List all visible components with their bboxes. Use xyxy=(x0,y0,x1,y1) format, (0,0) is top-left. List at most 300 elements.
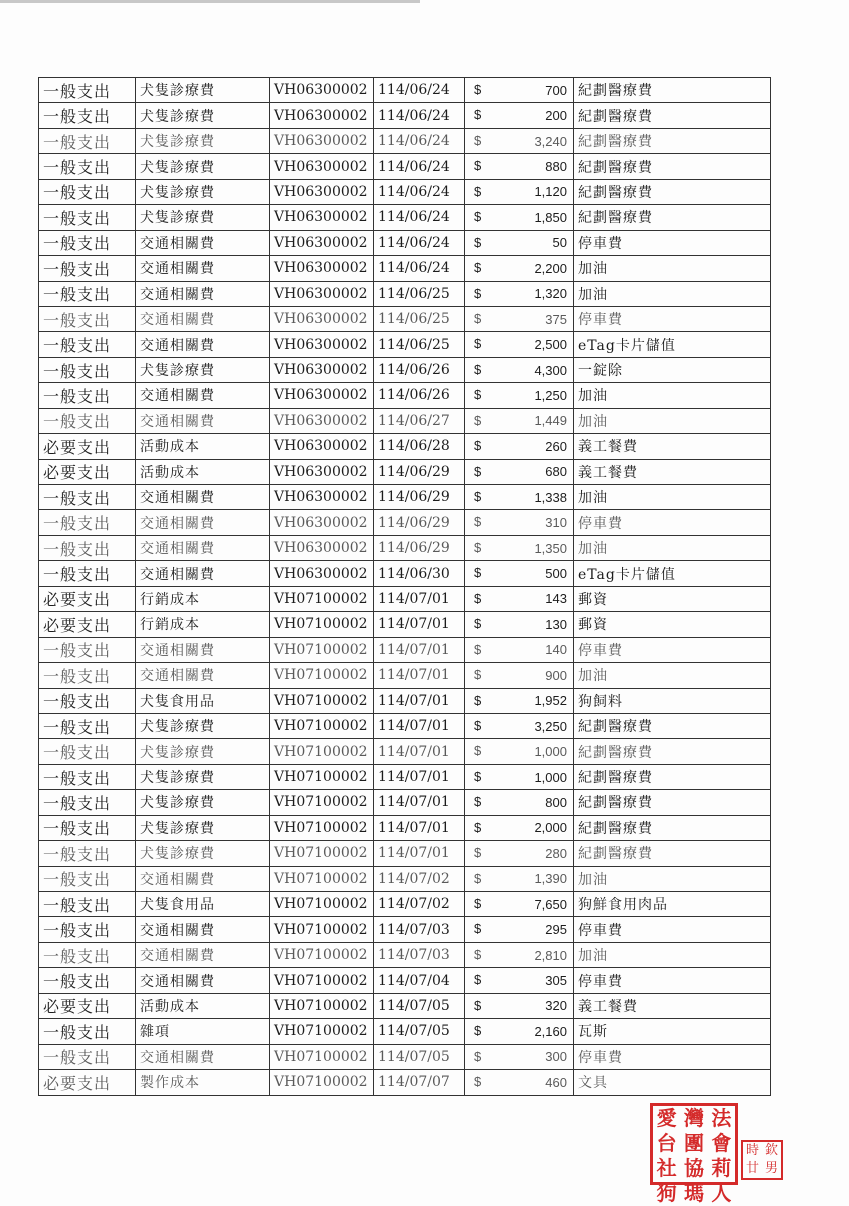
seal-character: 狗 xyxy=(656,1181,677,1205)
voucher-code-cell: VH06300002 xyxy=(270,561,374,586)
amount-cell xyxy=(465,663,574,688)
table-row xyxy=(39,1070,771,1095)
date-cell: 114/06/26 xyxy=(374,383,465,408)
table-row xyxy=(39,510,771,535)
currency-sign: $ xyxy=(474,158,482,174)
amount-cell xyxy=(465,892,574,917)
amount-cell xyxy=(465,815,574,840)
currency-sign: $ xyxy=(474,463,482,479)
expense-type-cell: 一般支出 xyxy=(39,764,136,789)
amount-cell xyxy=(465,688,574,713)
amount-value: 2,160 xyxy=(534,1023,567,1039)
currency-sign: $ xyxy=(474,489,482,504)
currency-sign: $ xyxy=(474,412,482,428)
expense-type-cell: 一般支出 xyxy=(39,383,136,408)
seal-character: 灣 xyxy=(683,1106,704,1130)
table-row xyxy=(39,815,771,840)
voucher-code-cell: VH06300002 xyxy=(270,103,374,128)
scan-edge-line xyxy=(0,0,420,3)
amount-value: 1,338 xyxy=(534,489,567,505)
expense-type-cell: 必要支出 xyxy=(39,459,136,484)
date-cell: 114/07/03 xyxy=(374,917,465,942)
note-cell: 一錠除 xyxy=(574,357,771,382)
note-cell: 紀劃醫療費 xyxy=(574,78,771,103)
category-cell: 活動成本 xyxy=(136,993,270,1018)
amount-value: 295 xyxy=(545,922,567,938)
category-cell: 交通相關費 xyxy=(136,281,270,306)
voucher-code-cell: VH06300002 xyxy=(270,179,374,204)
note-cell: 紀劃醫療費 xyxy=(574,179,771,204)
table-row xyxy=(39,408,771,433)
date-cell: 114/06/24 xyxy=(374,128,465,153)
amount-cell xyxy=(465,841,574,866)
seal-character: 欽 xyxy=(764,1143,778,1158)
note-cell: 紀劃醫療費 xyxy=(574,815,771,840)
seal-character: 團 xyxy=(683,1131,704,1155)
voucher-code-cell: VH07100002 xyxy=(270,713,374,738)
seal-character: 廿 xyxy=(745,1161,759,1176)
category-cell: 犬隻診療費 xyxy=(136,790,270,815)
date-cell: 114/07/03 xyxy=(374,942,465,967)
amount-cell xyxy=(465,179,574,204)
table-row xyxy=(39,841,771,866)
category-cell: 交通相關費 xyxy=(136,306,270,331)
currency-sign: $ xyxy=(474,743,482,759)
expense-type-cell: 一般支出 xyxy=(39,306,136,331)
table-row xyxy=(39,586,771,611)
date-cell: 114/07/04 xyxy=(374,968,465,993)
voucher-code-cell: VH06300002 xyxy=(270,485,374,510)
voucher-code-cell: VH06300002 xyxy=(270,535,374,560)
amount-cell xyxy=(465,78,574,103)
voucher-code-cell: VH06300002 xyxy=(270,281,374,306)
expense-type-cell: 一般支出 xyxy=(39,281,136,306)
table-row xyxy=(39,357,771,382)
amount-cell xyxy=(465,1070,574,1095)
amount-value: 500 xyxy=(545,566,567,582)
currency-sign: $ xyxy=(474,667,482,683)
currency-sign: $ xyxy=(474,768,482,784)
currency-sign: $ xyxy=(474,260,482,276)
note-cell: 停車費 xyxy=(574,917,771,942)
category-cell: 犬隻診療費 xyxy=(136,103,270,128)
note-cell: 加油 xyxy=(574,663,771,688)
table-row xyxy=(39,739,771,764)
table-row xyxy=(39,306,771,331)
date-cell: 114/07/01 xyxy=(374,586,465,611)
category-cell: 交通相關費 xyxy=(136,383,270,408)
amount-cell xyxy=(465,612,574,637)
amount-cell xyxy=(465,917,574,942)
voucher-code-cell: VH06300002 xyxy=(270,408,374,433)
expense-type-cell: 一般支出 xyxy=(39,942,136,967)
currency-sign: $ xyxy=(474,361,482,377)
date-cell: 114/07/02 xyxy=(374,892,465,917)
voucher-code-cell: VH07100002 xyxy=(270,663,374,688)
expense-type-cell: 一般支出 xyxy=(39,688,136,713)
category-cell: 交通相關費 xyxy=(136,561,270,586)
voucher-code-cell: VH07100002 xyxy=(270,586,374,611)
table-row xyxy=(39,332,771,357)
date-cell: 114/07/01 xyxy=(374,663,465,688)
expense-type-cell: 必要支出 xyxy=(39,434,136,459)
seal-character: 台 xyxy=(656,1131,677,1155)
amount-value: 50 xyxy=(552,235,567,251)
expense-type-cell: 一般支出 xyxy=(39,917,136,942)
category-cell: 交通相關費 xyxy=(136,637,270,662)
amount-value: 7,650 xyxy=(534,896,567,912)
expense-type-cell: 一般支出 xyxy=(39,510,136,535)
amount-value: 280 xyxy=(545,845,567,861)
voucher-code-cell: VH07100002 xyxy=(270,1044,374,1069)
category-cell: 交通相關費 xyxy=(136,866,270,891)
category-cell: 犬隻診療費 xyxy=(136,713,270,738)
expense-type-cell: 一般支出 xyxy=(39,485,136,510)
amount-cell xyxy=(465,1019,574,1044)
amount-value: 2,000 xyxy=(534,820,567,836)
date-cell: 114/06/24 xyxy=(374,205,465,230)
amount-value: 1,952 xyxy=(534,693,567,709)
expense-type-cell: 必要支出 xyxy=(39,993,136,1018)
voucher-code-cell: VH07100002 xyxy=(270,841,374,866)
date-cell: 114/06/25 xyxy=(374,306,465,331)
note-cell: 紀劃醫療費 xyxy=(574,739,771,764)
category-cell: 交通相關費 xyxy=(136,408,270,433)
note-cell: 紀劃醫療費 xyxy=(574,841,771,866)
date-cell: 114/06/25 xyxy=(374,332,465,357)
voucher-code-cell: VH06300002 xyxy=(270,154,374,179)
date-cell: 114/07/01 xyxy=(374,688,465,713)
amount-cell xyxy=(465,256,574,281)
category-cell: 犬隻診療費 xyxy=(136,154,270,179)
note-cell: 加油 xyxy=(574,408,771,433)
note-cell: 郵資 xyxy=(574,612,771,637)
table-row xyxy=(39,205,771,230)
amount-cell xyxy=(465,713,574,738)
date-cell: 114/07/02 xyxy=(374,866,465,891)
note-cell: 瓦斯 xyxy=(574,1019,771,1044)
table-row xyxy=(39,78,771,103)
amount-value: 900 xyxy=(545,667,567,683)
amount-cell xyxy=(465,459,574,484)
expense-type-cell: 必要支出 xyxy=(39,1070,136,1095)
voucher-code-cell: VH06300002 xyxy=(270,510,374,535)
date-cell: 114/06/29 xyxy=(374,485,465,510)
voucher-code-cell: VH07100002 xyxy=(270,917,374,942)
category-cell: 交通相關費 xyxy=(136,663,270,688)
currency-sign: $ xyxy=(474,565,482,581)
amount-value: 320 xyxy=(545,998,567,1014)
date-cell: 114/07/05 xyxy=(374,1044,465,1069)
category-cell: 活動成本 xyxy=(136,459,270,484)
expense-type-cell: 一般支出 xyxy=(39,739,136,764)
date-cell: 114/07/01 xyxy=(374,815,465,840)
category-cell: 犬隻診療費 xyxy=(136,205,270,230)
amount-cell xyxy=(465,586,574,611)
amount-cell xyxy=(465,205,574,230)
amount-value: 300 xyxy=(545,1049,567,1065)
category-cell: 行銷成本 xyxy=(136,612,270,637)
expense-type-cell: 一般支出 xyxy=(39,1019,136,1044)
voucher-code-cell: VH06300002 xyxy=(270,357,374,382)
amount-value: 3,250 xyxy=(534,718,567,734)
amount-value: 1,000 xyxy=(534,769,567,785)
date-cell: 114/06/24 xyxy=(374,154,465,179)
amount-value: 2,500 xyxy=(534,337,567,353)
currency-sign: $ xyxy=(474,819,482,835)
note-cell: 郵資 xyxy=(574,586,771,611)
date-cell: 114/06/28 xyxy=(374,434,465,459)
date-cell: 114/07/01 xyxy=(374,764,465,789)
amount-cell xyxy=(465,103,574,128)
voucher-code-cell: VH07100002 xyxy=(270,688,374,713)
expense-type-cell: 一般支出 xyxy=(39,1044,136,1069)
note-cell: 加油 xyxy=(574,256,771,281)
amount-value: 140 xyxy=(545,642,567,658)
date-cell: 114/06/27 xyxy=(374,408,465,433)
date-cell: 114/06/29 xyxy=(374,459,465,484)
note-cell: 加油 xyxy=(574,281,771,306)
table-row xyxy=(39,892,771,917)
amount-cell xyxy=(465,408,574,433)
table-row xyxy=(39,993,771,1018)
currency-sign: $ xyxy=(474,387,482,403)
table-row xyxy=(39,535,771,560)
category-cell: 交通相關費 xyxy=(136,230,270,255)
currency-sign: $ xyxy=(474,336,482,352)
seal-character: 協 xyxy=(683,1156,704,1180)
seal-character: 瑪 xyxy=(683,1181,704,1205)
expense-type-cell: 一般支出 xyxy=(39,637,136,662)
table-row xyxy=(39,790,771,815)
amount-value: 143 xyxy=(545,591,567,607)
note-cell: 義工餐費 xyxy=(574,434,771,459)
voucher-code-cell: VH07100002 xyxy=(270,764,374,789)
voucher-code-cell: VH07100002 xyxy=(270,1019,374,1044)
expense-type-cell: 一般支出 xyxy=(39,841,136,866)
currency-sign: $ xyxy=(474,438,482,454)
note-cell: 加油 xyxy=(574,866,771,891)
seal-character: 會 xyxy=(711,1131,732,1155)
amount-cell xyxy=(465,968,574,993)
amount-cell xyxy=(465,383,574,408)
currency-sign: $ xyxy=(474,692,482,708)
amount-value: 1,320 xyxy=(534,286,567,302)
amount-value: 1,000 xyxy=(534,744,567,760)
amount-value: 310 xyxy=(545,515,567,531)
voucher-code-cell: VH07100002 xyxy=(270,612,374,637)
expense-type-cell: 必要支出 xyxy=(39,586,136,611)
category-cell: 活動成本 xyxy=(136,434,270,459)
table-row xyxy=(39,434,771,459)
expense-type-cell: 一般支出 xyxy=(39,892,136,917)
voucher-code-cell: VH06300002 xyxy=(270,459,374,484)
voucher-code-cell: VH07100002 xyxy=(270,968,374,993)
table-row xyxy=(39,256,771,281)
table-row xyxy=(39,154,771,179)
amount-cell xyxy=(465,942,574,967)
table-row xyxy=(39,942,771,967)
amount-value: 4,300 xyxy=(534,362,567,378)
expense-ledger-table xyxy=(38,77,771,1096)
amount-value: 1,390 xyxy=(534,871,567,887)
expense-type-cell: 一般支出 xyxy=(39,154,136,179)
voucher-code-cell: VH07100002 xyxy=(270,739,374,764)
date-cell: 114/06/24 xyxy=(374,179,465,204)
amount-value: 375 xyxy=(545,311,567,327)
note-cell: 加油 xyxy=(574,485,771,510)
date-cell: 114/06/29 xyxy=(374,510,465,535)
table-row xyxy=(39,561,771,586)
category-cell: 交通相關費 xyxy=(136,968,270,993)
currency-sign: $ xyxy=(474,946,482,962)
expense-type-cell: 一般支出 xyxy=(39,561,136,586)
currency-sign: $ xyxy=(474,997,482,1013)
seal-character: 時 xyxy=(745,1143,759,1158)
voucher-code-cell: VH06300002 xyxy=(270,256,374,281)
table-row xyxy=(39,764,771,789)
expense-type-cell: 一般支出 xyxy=(39,205,136,230)
amount-cell xyxy=(465,357,574,382)
amount-value: 460 xyxy=(545,1074,567,1090)
date-cell: 114/07/01 xyxy=(374,790,465,815)
table-row xyxy=(39,637,771,662)
currency-sign: $ xyxy=(474,310,482,326)
note-cell: 紀劃醫療費 xyxy=(574,154,771,179)
currency-sign: $ xyxy=(474,616,482,632)
note-cell: 加油 xyxy=(574,535,771,560)
note-cell: 停車費 xyxy=(574,1044,771,1069)
date-cell: 114/07/01 xyxy=(374,637,465,662)
expense-type-cell: 一般支出 xyxy=(39,256,136,281)
date-cell: 114/06/24 xyxy=(374,103,465,128)
amount-cell xyxy=(465,1044,574,1069)
category-cell: 交通相關費 xyxy=(136,1044,270,1069)
expense-type-cell: 一般支出 xyxy=(39,230,136,255)
voucher-code-cell: VH07100002 xyxy=(270,790,374,815)
amount-value: 3,240 xyxy=(534,133,567,149)
note-cell: 停車費 xyxy=(574,510,771,535)
seal-character: 莉 xyxy=(711,1156,732,1180)
expense-type-cell: 一般支出 xyxy=(39,408,136,433)
note-cell: 義工餐費 xyxy=(574,993,771,1018)
amount-cell xyxy=(465,790,574,815)
amount-cell xyxy=(465,510,574,535)
category-cell: 交通相關費 xyxy=(136,256,270,281)
amount-value: 2,810 xyxy=(534,947,567,963)
date-cell: 114/07/01 xyxy=(374,739,465,764)
amount-value: 1,850 xyxy=(534,209,567,225)
date-cell: 114/07/05 xyxy=(374,1019,465,1044)
note-cell: 紀劃醫療費 xyxy=(574,764,771,789)
date-cell: 114/07/05 xyxy=(374,993,465,1018)
voucher-code-cell: VH06300002 xyxy=(270,128,374,153)
category-cell: 製作成本 xyxy=(136,1070,270,1095)
expense-type-cell: 一般支出 xyxy=(39,815,136,840)
date-cell: 114/07/01 xyxy=(374,713,465,738)
voucher-code-cell: VH07100002 xyxy=(270,815,374,840)
note-cell: 停車費 xyxy=(574,968,771,993)
seal-character: 人 xyxy=(711,1181,732,1205)
table-row xyxy=(39,866,771,891)
amount-cell xyxy=(465,993,574,1018)
category-cell: 行銷成本 xyxy=(136,586,270,611)
amount-value: 200 xyxy=(545,108,567,124)
note-cell: 停車費 xyxy=(574,306,771,331)
table-row xyxy=(39,612,771,637)
table-row xyxy=(39,179,771,204)
date-cell: 114/07/01 xyxy=(374,841,465,866)
voucher-code-cell: VH06300002 xyxy=(270,434,374,459)
currency-sign: $ xyxy=(474,539,482,555)
table-row xyxy=(39,383,771,408)
category-cell: 犬隻食用品 xyxy=(136,688,270,713)
category-cell: 犬隻診療費 xyxy=(136,764,270,789)
voucher-code-cell: VH06300002 xyxy=(270,205,374,230)
note-cell: 紀劃醫療費 xyxy=(574,790,771,815)
ledger-body xyxy=(39,78,771,1096)
currency-sign: $ xyxy=(474,870,482,886)
amount-value: 2,200 xyxy=(534,260,567,276)
personal-seal-stamp xyxy=(741,1140,783,1180)
currency-sign: $ xyxy=(474,641,482,657)
currency-sign: $ xyxy=(474,209,482,225)
date-cell: 114/06/24 xyxy=(374,230,465,255)
expense-type-cell: 一般支出 xyxy=(39,713,136,738)
amount-cell xyxy=(465,332,574,357)
note-cell: 停車費 xyxy=(574,637,771,662)
amount-cell xyxy=(465,739,574,764)
expense-type-cell: 一般支出 xyxy=(39,790,136,815)
date-cell: 114/06/25 xyxy=(374,281,465,306)
voucher-code-cell: VH06300002 xyxy=(270,332,374,357)
expense-type-cell: 一般支出 xyxy=(39,535,136,560)
category-cell: 交通相關費 xyxy=(136,535,270,560)
category-cell: 犬隻診療費 xyxy=(136,179,270,204)
category-cell: 雜項 xyxy=(136,1019,270,1044)
category-cell: 交通相關費 xyxy=(136,332,270,357)
note-cell: 狗鮮食用肉品 xyxy=(574,892,771,917)
expense-type-cell: 一般支出 xyxy=(39,103,136,128)
category-cell: 犬隻診療費 xyxy=(136,128,270,153)
table-row xyxy=(39,1019,771,1044)
table-row xyxy=(39,281,771,306)
amount-value: 680 xyxy=(545,464,567,480)
amount-cell xyxy=(465,485,574,510)
voucher-code-cell: VH07100002 xyxy=(270,942,374,967)
note-cell: 義工餐費 xyxy=(574,459,771,484)
currency-sign: $ xyxy=(474,794,482,810)
currency-sign: $ xyxy=(474,1048,482,1064)
table-row xyxy=(39,128,771,153)
date-cell: 114/06/29 xyxy=(374,535,465,560)
expense-type-cell: 必要支出 xyxy=(39,612,136,637)
voucher-code-cell: VH06300002 xyxy=(270,306,374,331)
note-cell: 狗飼料 xyxy=(574,688,771,713)
currency-sign: $ xyxy=(474,82,482,97)
amount-cell xyxy=(465,281,574,306)
voucher-code-cell: VH07100002 xyxy=(270,892,374,917)
amount-cell xyxy=(465,230,574,255)
category-cell: 犬隻診療費 xyxy=(136,78,270,103)
currency-sign: $ xyxy=(474,590,482,606)
amount-value: 130 xyxy=(545,616,567,632)
amount-value: 800 xyxy=(545,794,567,810)
amount-value: 1,250 xyxy=(534,387,567,403)
amount-cell xyxy=(465,764,574,789)
note-cell: 加油 xyxy=(574,383,771,408)
expense-type-cell: 一般支出 xyxy=(39,866,136,891)
